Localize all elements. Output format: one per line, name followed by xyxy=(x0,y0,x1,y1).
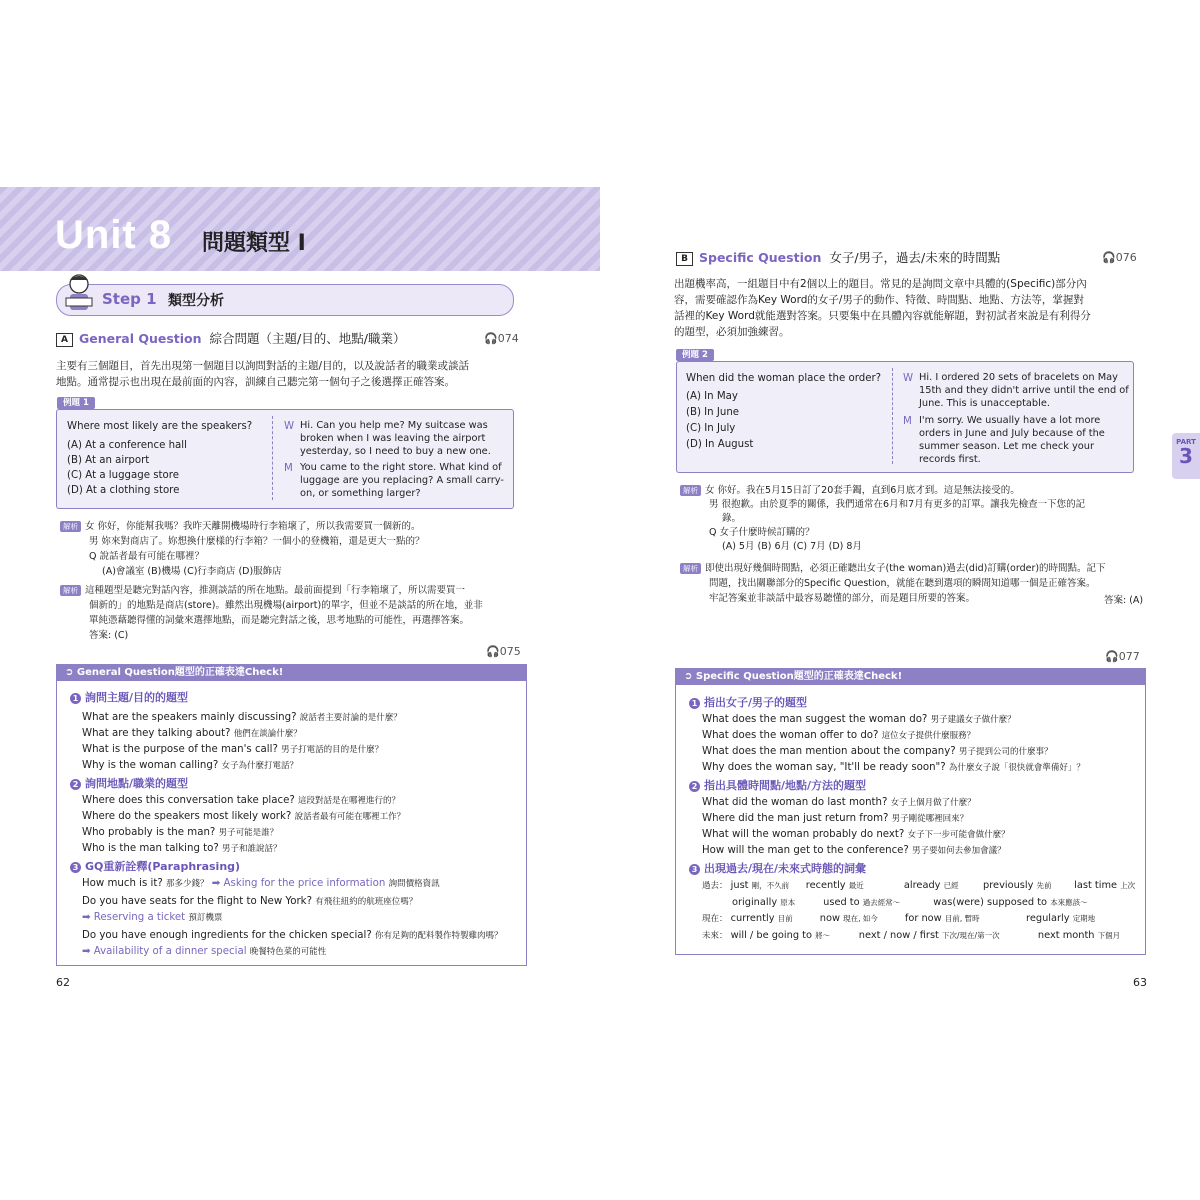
example-2-tag: 例題 2 xyxy=(676,349,714,361)
general-check-heading: ➲ General Question題型的正確表達Check! xyxy=(57,665,526,681)
unit-title: Unit 8 xyxy=(55,213,173,257)
section-b-heading xyxy=(676,250,1000,266)
g2-title: 2 詢問地點/職業的題型 xyxy=(70,776,188,792)
example-1-tag: 例題 1 xyxy=(57,397,95,409)
example-2-translation: 解析 女 你好。我在5月15日訂了20套手鐲，直到6月底才到。這是無法接受的。 男 很抱歉。由於夏季的關係，我們通常在6月和7月有更多的訂單。讓我先檢查一下您的記 錄。 Q 女子什麼時候訂購的？ (A) 5月 (B) 6月 (C) 7月 (D) 8月 xyxy=(680,484,1085,554)
step-title: 類型分析 xyxy=(168,293,224,309)
student-mascot-icon xyxy=(60,270,98,316)
section-a-letter: A xyxy=(56,333,73,347)
g2-list: Where does this conversation take place? 這段對話是在哪裡進行的？ Where do the speakers most likely work? 說話者最有可能在哪裡工作？ Who probably is the man? 男子可能是誰？ Who is the man talking to? 男子和誰說話？ xyxy=(82,795,406,854)
page-number-right: 63 xyxy=(1133,976,1147,989)
audio-track-074[interactable]: 🎧074 xyxy=(484,332,519,345)
headphones-icon: 🎧 xyxy=(486,645,500,658)
example-2-question: When did the woman place the order? xyxy=(686,373,882,384)
section-a-heading xyxy=(56,331,405,347)
example-2-options: (A) In May (B) In June (C) In July (D) In August xyxy=(686,391,754,450)
g1-title: 1 詢問主題/目的的題型 xyxy=(70,690,188,706)
s1-title: 1 指出女子/男子的題型 xyxy=(689,695,807,711)
example-1-analysis: 解析 這種題型是聽完對話內容，推測談話的所在地點。最前面提到「行李箱壞了，所以需要買一 個新的」的地點是商店(store)。雖然出現機場(airport)的單字，但並不是談話的所在地，並非 單純憑藉聽得懂的詞彙來選擇地點，而是聽完對話之後，思考地點的可能性，再選擇答案。 答案: (C) xyxy=(60,583,483,643)
example-2-analysis: 解析 即使出現好幾個時間點，必須正確聽出女子(the woman)過去(did)訂購(order)的時間點。記下 問題，找出關聯部分的Specific Question，就能在聽到選項的瞬間知道哪一個是正確答案。 牢記答案並非談話中最容易聽懂的部分，而是題目所要的答案。 xyxy=(680,561,1106,606)
example-1-m-lines: You came to the right store. What kind of luggage are you replacing? A small carry- on, or something larger? xyxy=(300,462,504,499)
example-1-w-lines: Hi. Can you help me? My suitcase was broken when I was leaving the airport yesterday, so I need to buy a new one. xyxy=(300,420,491,457)
section-b-cn: 女子/男子，過去/未來的時間點 xyxy=(829,250,1001,265)
arrow-circle-icon: ➲ xyxy=(684,671,696,682)
headphones-icon: 🎧 xyxy=(1102,251,1116,264)
section-a-en: General Question xyxy=(79,331,202,346)
s2-title: 2 指出具體時間點/地點/方法的題型 xyxy=(689,778,866,794)
audio-track-077[interactable]: 🎧077 xyxy=(1105,650,1140,663)
tense-vocab: 過去： just 剛，不久前 recently 最近 already 已經 previously 先前 last time 上次 originally 原本 used to 過去經常～ was(were) supposed to 本來應該～ 現在： currently 目前 now 現在, 如今 for now 目前, 暫時 regularly 定期地 未來： will / be going to 將～ next / now / first 下次/現在/第一次 next month 下個月 xyxy=(702,880,1136,941)
speaker-m-label: M xyxy=(284,463,293,474)
speaker-m-label: M xyxy=(903,416,912,427)
headphones-icon: 🎧 xyxy=(1105,650,1119,663)
section-a-intro: 主要有三個題目，首先出現第一個題目以詢問對話的主題/目的，以及說話者的職業或談話 地點。通常提示也出現在最前面的內容，訓練自己聽完第一個句子之後選擇正確答案。 xyxy=(56,360,470,388)
s3-title: 3 出現過去/現在/未來式時態的詞彙 xyxy=(689,861,866,877)
section-b-en: Specific Question xyxy=(699,250,822,265)
section-b-intro: 出題機率高，一組題目中有2個以上的題目。常見的是詢問文章中具體的(Specific)部分內 容，需要確認作為Key Word的女子/男子的動作、特徵、時間點、地點、方法等，掌握對 話裡的Key Word就能選對答案。只要集中在具體內容就能解題，對初試者來說是有利得分 的題型，必須加強練習。 xyxy=(674,278,1091,338)
g3-title: 3 GQ重新詮釋(Paraphrasing) xyxy=(70,859,240,875)
example-2-answer: 答案: (A) xyxy=(1104,595,1144,606)
section-b-letter: B xyxy=(676,252,693,266)
example-1-divider xyxy=(272,416,273,500)
speaker-w-label: W xyxy=(284,421,295,432)
page-number-left: 62 xyxy=(56,976,70,989)
unit-subtitle: 問題類型 I xyxy=(202,231,306,256)
audio-track-076[interactable]: 🎧076 xyxy=(1102,251,1137,264)
part-tab[interactable]: PART 3 xyxy=(1172,433,1200,479)
s1-list: What does the man suggest the woman do? 男子建議女子做什麼？ What does the woman offer to do? 這位女子提供什麼服務？ What does the man mention about the company? 男子提到公司的什麼事？ Why does the woman say, "It'll be ready soon"? 為什麼女子說「很快就會準備好」？ xyxy=(702,714,1085,773)
step-label: Step 1 xyxy=(102,290,157,308)
speaker-w-label: W xyxy=(903,373,914,384)
arrow-circle-icon: ➲ xyxy=(65,667,77,678)
specific-check-heading: ➲ Specific Question題型的正確表達Check! xyxy=(676,669,1145,685)
example-2-w-lines: Hi. I ordered 20 sets of bracelets on May 15th and they didn't arrive until the end of June. This is unacceptable. xyxy=(919,372,1129,409)
section-a-cn: 綜合問題（主題/目的、地點/職業） xyxy=(209,331,406,346)
g1-list: What are the speakers mainly discussing? 說話者主要討論的是什麼？ What are they talking about? 他們在談論什麼？ What is the purpose of the man's call? 男子打電話的目的是什麼？ Why is the woman calling? 女子為什麼打電話？ xyxy=(82,712,402,771)
headphones-icon: 🎧 xyxy=(484,332,498,345)
g3-list: How much is it? 那多少錢？ ➡ Asking for the price information 詢問價格資訊 Do you have seats for the flight to New York? 有飛往紐約的航班座位嗎？ ➡ Reserving a ticket 預訂機票 Do you have enough ingredients for the chicken special? 你有足夠的配料製作特製雞肉嗎？ ➡ Availability of a dinner special 晚餐特色菜的可能性 xyxy=(82,878,503,957)
example-1-question: Where most likely are the speakers? xyxy=(67,421,253,432)
example-1-options: (A) At a conference hall (B) At an airport (C) At a luggage store (D) At a clothing store xyxy=(67,440,187,496)
s2-list: What did the woman do last month? 女子上個月做了什麼？ Where did the man just return from? 男子剛從哪裡回來？ What will the woman probably do next? 女子下一步可能會做什麼？ How will the man get to the conference? 男子要如何去參加會議？ xyxy=(702,797,1010,856)
example-2-divider xyxy=(892,368,893,464)
audio-track-075[interactable]: 🎧075 xyxy=(486,645,521,658)
example-2-m-lines: I'm sorry. We usually have a lot more orders in June and July because of the summer season. Let me check your records first. xyxy=(919,415,1105,465)
example-1-translation: 解析 女 你好，你能幫我嗎？我昨天離開機場時行李箱壞了，所以我需要買一個新的。 男 妳來對商店了。妳想換什麼樣的行李箱？一個小的登機箱，還是更大一點的？ Q 說話者最有可能在哪裡？ (A)會議室 (B)機場 (C)行李商店 (D)服飾店 xyxy=(60,519,425,579)
